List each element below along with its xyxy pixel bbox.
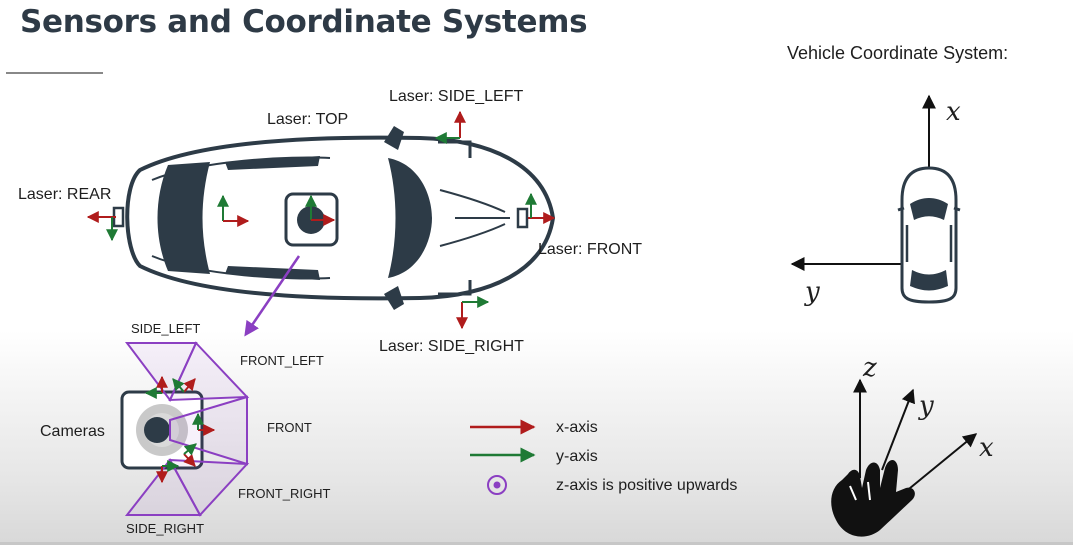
laser-front-label: Laser: FRONT xyxy=(538,241,643,258)
cameras-label: Cameras xyxy=(40,423,105,440)
hand-z-label: z xyxy=(863,353,877,383)
legend-x-label: x-axis xyxy=(556,419,598,436)
laser-side-left-label: Laser: SIDE_LEFT xyxy=(389,88,524,105)
hand-y-axis xyxy=(882,390,913,470)
vehicle-x-label: x xyxy=(946,97,961,127)
laser-rear-label: Laser: REAR xyxy=(18,186,112,203)
hand-x-label: x xyxy=(979,433,994,463)
camera-side-right-label: SIDE_RIGHT xyxy=(126,521,205,536)
hand-y-label: y xyxy=(919,391,934,421)
camera-front-label: FRONT xyxy=(267,420,312,435)
laser-top-label: Laser: TOP xyxy=(267,111,349,128)
vehicle-cs-diagram xyxy=(792,96,960,302)
slide-title: Sensors and Coordinate Systems xyxy=(20,4,588,40)
vehicle-y-label: y xyxy=(805,277,820,307)
vehicle-car-icon xyxy=(898,168,960,302)
legend-z-label: z-axis is positive upwards xyxy=(556,477,738,494)
right-hand-rule xyxy=(831,380,976,537)
laser-side-right-label: Laser: SIDE_RIGHT xyxy=(379,338,524,355)
hand-icon xyxy=(831,460,915,537)
camera-front-right-label: FRONT_RIGHT xyxy=(238,486,331,501)
axis-legend xyxy=(470,427,534,494)
camera-side-left-label: SIDE_LEFT xyxy=(131,321,201,336)
legend-y-label: y-axis xyxy=(556,448,598,465)
camera-detail xyxy=(122,343,247,515)
vehicle-cs-title: Vehicle Coordinate System: xyxy=(787,43,1009,63)
car-top-view xyxy=(114,126,553,310)
camera-front-left-label: FRONT_LEFT xyxy=(240,353,324,368)
